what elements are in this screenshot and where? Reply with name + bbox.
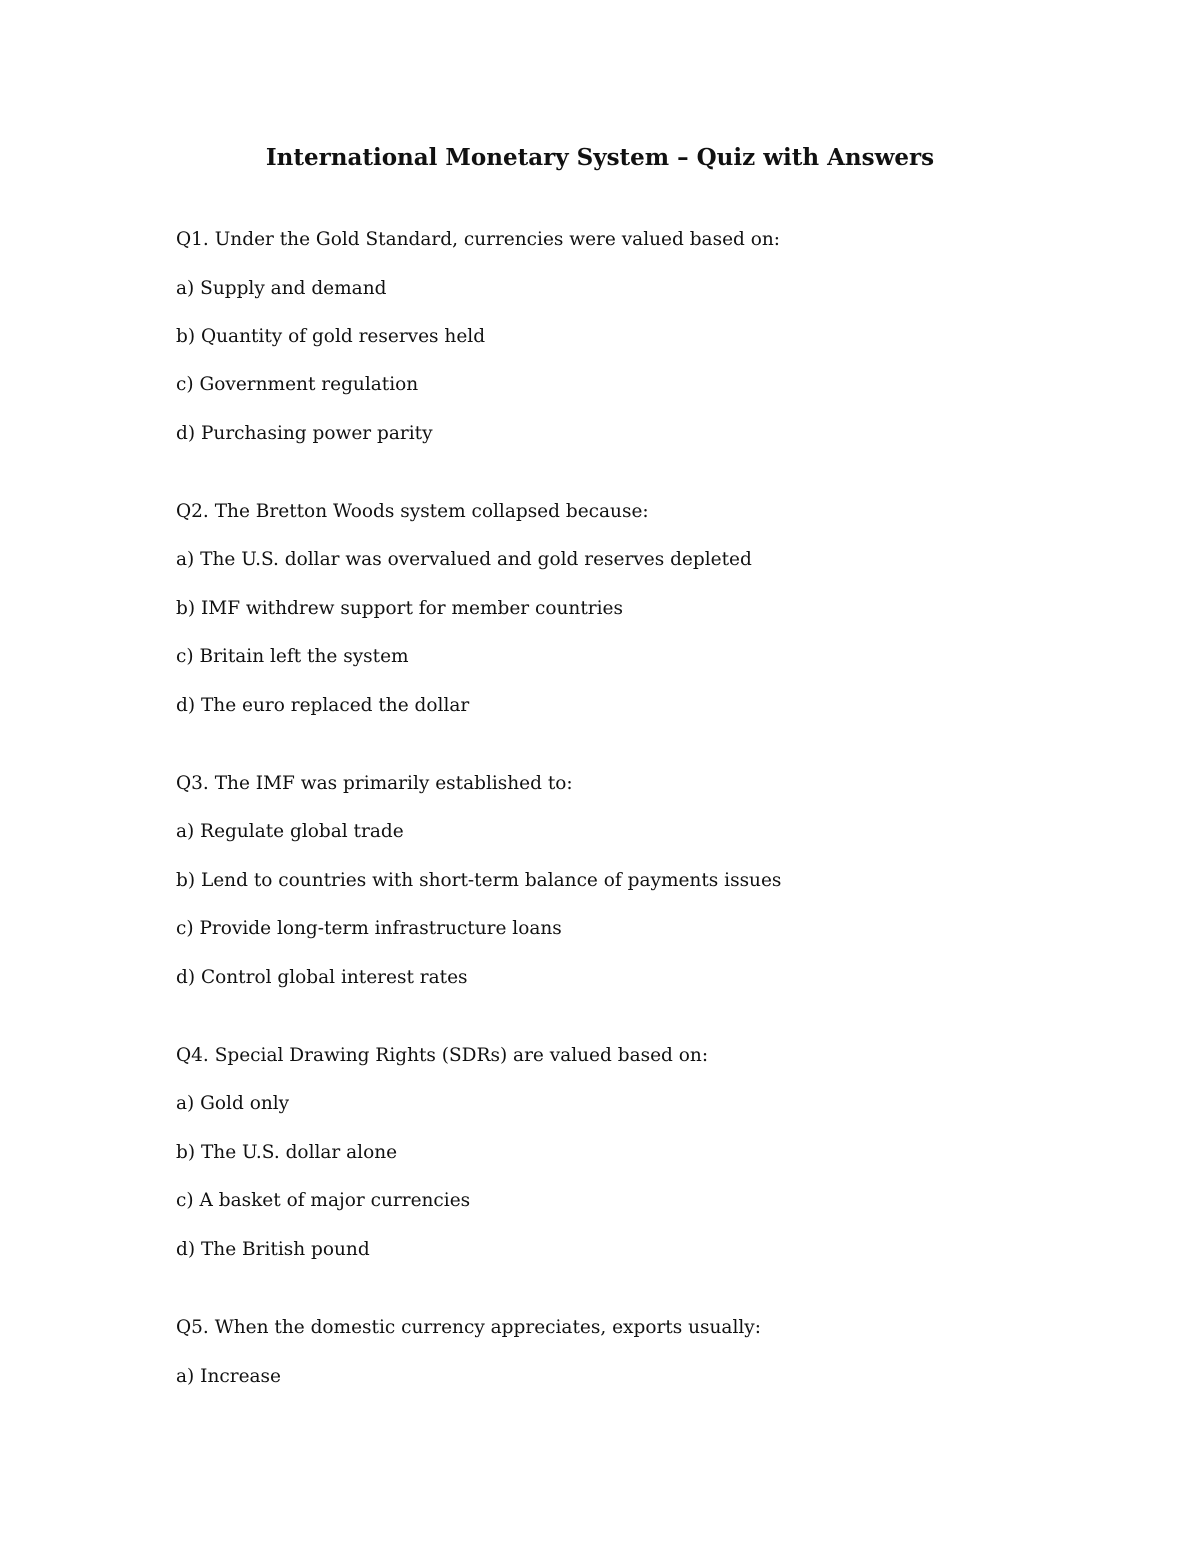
document-title: International Monetary System – Quiz with Answers — [265, 144, 935, 171]
option-q4-a — [176, 1090, 289, 1118]
option-q4-d — [176, 1236, 370, 1264]
option-q5-a — [176, 1363, 281, 1391]
option-q1-a — [176, 275, 386, 303]
question-text: The Bretton Woods system collapsed because: — [214, 501, 649, 522]
option-text: The British pound — [200, 1239, 370, 1260]
question-q2 — [176, 498, 649, 526]
option-letter: b) — [176, 1142, 196, 1163]
option-q3-c — [176, 915, 562, 943]
question-text: Special Drawing Rights (SDRs) are valued based on: — [214, 1045, 709, 1066]
option-text: The euro replaced the dollar — [200, 695, 470, 716]
option-text: Gold only — [200, 1093, 290, 1114]
option-letter: a) — [176, 278, 195, 299]
option-text: Increase — [200, 1366, 281, 1387]
option-letter: d) — [176, 695, 196, 716]
option-text: Britain left the system — [199, 646, 409, 667]
option-text: IMF withdrew support for member countries — [200, 598, 623, 619]
option-letter: c) — [176, 374, 194, 395]
option-q1-c — [176, 371, 418, 399]
option-letter: a) — [176, 821, 195, 842]
option-letter: b) — [176, 870, 196, 891]
option-letter: a) — [176, 1366, 195, 1387]
option-q2-b — [176, 595, 623, 623]
option-text: The U.S. dollar alone — [200, 1142, 398, 1163]
option-q3-a — [176, 818, 404, 846]
option-text: Quantity of gold reserves held — [200, 326, 486, 347]
option-letter: b) — [176, 598, 196, 619]
option-letter: c) — [176, 1190, 194, 1211]
option-text: Purchasing power parity — [200, 423, 433, 444]
question-text: The IMF was primarily established to: — [214, 773, 573, 794]
option-letter: c) — [176, 646, 194, 667]
question-q5 — [176, 1314, 761, 1342]
option-letter: c) — [176, 918, 194, 939]
option-q2-d — [176, 692, 469, 720]
option-letter: a) — [176, 549, 195, 570]
question-q3 — [176, 770, 573, 798]
option-text: The U.S. dollar was overvalued and gold reserves depleted — [200, 549, 752, 570]
option-text: Lend to countries with short-term balance of payments issues — [200, 870, 782, 891]
option-text: Government regulation — [199, 374, 419, 395]
question-number: Q3. — [176, 773, 209, 794]
question-number: Q4. — [176, 1045, 209, 1066]
option-text: A basket of major currencies — [199, 1190, 471, 1211]
option-q3-b — [176, 867, 781, 895]
question-number: Q1. — [176, 229, 209, 250]
option-text: Control global interest rates — [200, 967, 468, 988]
option-q2-a — [176, 546, 752, 574]
option-text: Supply and demand — [200, 278, 387, 299]
question-text: Under the Gold Standard, currencies were valued based on: — [214, 229, 781, 250]
option-text: Provide long-term infrastructure loans — [199, 918, 562, 939]
option-letter: d) — [176, 423, 196, 444]
option-q2-c — [176, 643, 409, 671]
question-q4 — [176, 1042, 708, 1070]
option-q4-c — [176, 1187, 470, 1215]
option-q3-d — [176, 964, 468, 992]
question-number: Q5. — [176, 1317, 209, 1338]
option-letter: d) — [176, 1239, 196, 1260]
question-number: Q2. — [176, 501, 209, 522]
option-text: Regulate global trade — [200, 821, 404, 842]
option-q1-d — [176, 420, 433, 448]
option-letter: b) — [176, 326, 196, 347]
question-text: When the domestic currency appreciates, exports usually: — [214, 1317, 761, 1338]
option-letter: a) — [176, 1093, 195, 1114]
option-q1-b — [176, 323, 485, 351]
question-q1 — [176, 226, 780, 254]
option-letter: d) — [176, 967, 196, 988]
option-q4-b — [176, 1139, 397, 1167]
